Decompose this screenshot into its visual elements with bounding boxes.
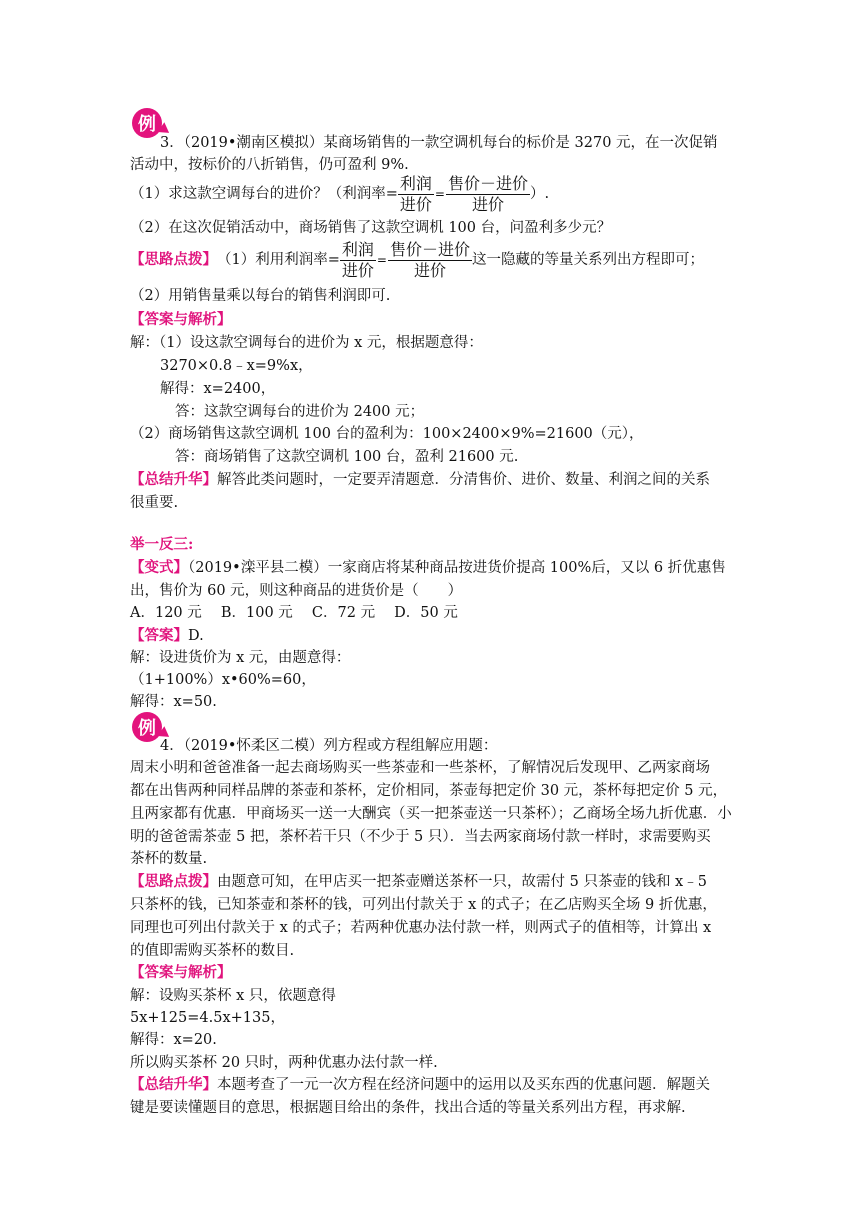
variant-solution1: 解：设进货价为 x 元，由题意得： bbox=[130, 650, 351, 666]
example-badge-label: 例 bbox=[138, 718, 156, 739]
hint-section bbox=[130, 238, 704, 282]
fraction-numerator: 售价－进价 bbox=[447, 173, 528, 193]
problem-4-line1: 周末小明和爸爸准备一起去商场购买一些茶壶和一些茶杯，了解情况后发现甲、乙两家商场 bbox=[130, 760, 710, 776]
question-1-prefix: （1）求这款空调每台的进价？（利润率= bbox=[130, 186, 398, 202]
solution-line3: 解得：x=20. bbox=[130, 1032, 217, 1048]
hint-line2: 只茶杯的钱，已知茶壶和茶杯的钱，可列出付款关于 x 的式子；在乙店购买全场 9 折优惠， bbox=[130, 897, 717, 913]
solution-line4: 答：这款空调每台的进价为 2400 元； bbox=[175, 404, 425, 420]
hint-line4: 的值即需购买茶杯的数目. bbox=[130, 943, 295, 959]
hint-line2: （2）用销售量乘以每台的销售利润即可. bbox=[130, 288, 391, 304]
question-1 bbox=[130, 172, 549, 216]
solution-line6: 答：商场销售了这款空调机 100 台，盈利 21600 元. bbox=[175, 449, 519, 465]
solution-line2: 5x+125=4.5x+135， bbox=[130, 1010, 285, 1026]
variant-solution2: （1+100%）x•60%=60， bbox=[130, 672, 316, 688]
summary-tag: 【总结升华】 bbox=[130, 471, 217, 488]
solution-line4: 所以购买茶杯 20 只时，两种优惠办法付款一样. bbox=[130, 1055, 438, 1071]
problem-3-line1: 3．（2019•潮南区模拟）某商场销售的一款空调机每台的标价是 3270 元，在一次促销 bbox=[160, 135, 718, 151]
fraction-denominator: 进价 bbox=[413, 260, 446, 280]
hint-line3: 同理也可列出付款关于 x 的式子；若两种优惠办法付款一样，则两式子的值相等，计算出 x bbox=[130, 920, 712, 936]
summary-line2: 很重要. bbox=[130, 495, 179, 511]
summary-text: 本题考查了一元一次方程在经济问题中的运用以及买东西的优惠问题．解题关 bbox=[217, 1077, 710, 1093]
variant-text: （2019•滦平县二模）一家商店将某种商品按进货价提高 100%后，又以 6 折优惠售 bbox=[188, 560, 726, 576]
problem-4-line4: 明的爸爸需茶壶 5 把，茶杯若干只（不少于 5 只）．当去两家商场付款一样时，求需要购买 bbox=[130, 829, 711, 845]
example-badge bbox=[132, 108, 162, 138]
solution-line2: 3270×0.8﹣x=9%x， bbox=[160, 358, 313, 374]
variant-answer bbox=[130, 626, 204, 646]
solution-line5: （2）商场销售这款空调机 100 台的盈利为：100×2400×9%=21600（元）， bbox=[130, 426, 644, 442]
answer-tag: 【答案与解析】 bbox=[130, 311, 232, 328]
summary-text: 解答此类问题时，一定要弄清题意．分清售价、进价、数量、利润之间的关系 bbox=[217, 472, 710, 488]
variant-line2: 出，售价为 60 元，则这种商品的进货价是（ ） bbox=[130, 583, 463, 599]
variant-solution3: 解得：x=50. bbox=[130, 694, 217, 710]
profit-rate-fraction-2 bbox=[388, 240, 472, 281]
variant-tag: 【变式】 bbox=[130, 559, 188, 576]
summary-line1 bbox=[130, 470, 710, 490]
equals-sign: = bbox=[376, 253, 387, 267]
solution-line3: 解得：x=2400， bbox=[160, 381, 276, 397]
answer-value: D. bbox=[188, 628, 204, 644]
hint-line1 bbox=[130, 872, 707, 892]
question-2: （2）在这次促销活动中，商场销售了这款空调机 100 台，问盈利多少元？ bbox=[130, 220, 612, 236]
hint-suffix: 这一隐藏的等量关系列出方程即可； bbox=[471, 252, 704, 268]
variant-line1 bbox=[130, 558, 726, 578]
problem-4-title: 4．（2019•怀柔区二模）列方程或方程组解应用题： bbox=[160, 738, 498, 754]
answer-tag: 【答案与解析】 bbox=[130, 964, 232, 981]
example-badge-label: 例 bbox=[138, 114, 156, 135]
summary-line2: 键是要读懂题目的意思，根据题目给出的条件，找出合适的等量关系列出方程，再求解. bbox=[130, 1100, 686, 1116]
fraction-numerator: 售价－进价 bbox=[389, 239, 470, 259]
fraction-denominator: 进价 bbox=[341, 260, 374, 280]
solution-line1: 解：设购买茶杯 x 只，依题意得 bbox=[130, 988, 336, 1004]
fraction-numerator: 利润 bbox=[399, 173, 432, 193]
hint-tag: 【思路点拨】 bbox=[130, 873, 217, 890]
hint-text: 由题意可知，在甲店买一把茶壶赠送茶杯一只，故需付 5 只茶壶的钱和 x﹣5 bbox=[217, 874, 707, 890]
problem-4-line2: 都在出售两种同样品牌的茶壶和茶杯，定价相同，茶壶每把定价 30 元，茶杯每把定价 5 元， bbox=[130, 783, 728, 799]
question-1-suffix: ）. bbox=[529, 186, 550, 202]
fraction-denominator: 进价 bbox=[471, 194, 504, 214]
practice-heading: 举一反三: bbox=[130, 536, 194, 553]
hint-tag: 【思路点拨】 bbox=[130, 251, 217, 268]
profit-rate-fraction-2 bbox=[446, 174, 530, 215]
problem-3-line2: 活动中，按标价的八折销售，仍可盈利 9%. bbox=[130, 157, 409, 173]
summary-tag: 【总结升华】 bbox=[130, 1076, 217, 1093]
problem-4-line5: 茶杯的数量. bbox=[130, 851, 208, 867]
profit-rate-fraction-1 bbox=[398, 174, 434, 215]
problem-4-line3: 且两家都有优惠．甲商场买一送一大酬宾（买一把茶壶送一只茶杯）；乙商场全场九折优惠．小 bbox=[130, 806, 732, 822]
equals-sign: = bbox=[434, 187, 445, 201]
fraction-numerator: 利润 bbox=[341, 239, 374, 259]
summary-line1 bbox=[130, 1075, 710, 1095]
variant-options: A．120 元 B．100 元 C．72 元 D．50 元 bbox=[130, 605, 458, 621]
solution-line1: 解：（1）设这款空调每台的进价为 x 元，根据题意得： bbox=[130, 335, 483, 351]
hint-prefix: （1）利用利润率= bbox=[217, 252, 340, 268]
fraction-denominator: 进价 bbox=[399, 194, 432, 214]
example-badge bbox=[132, 712, 162, 742]
answer-tag: 【答案】 bbox=[130, 627, 188, 644]
profit-rate-fraction-1 bbox=[340, 240, 376, 281]
